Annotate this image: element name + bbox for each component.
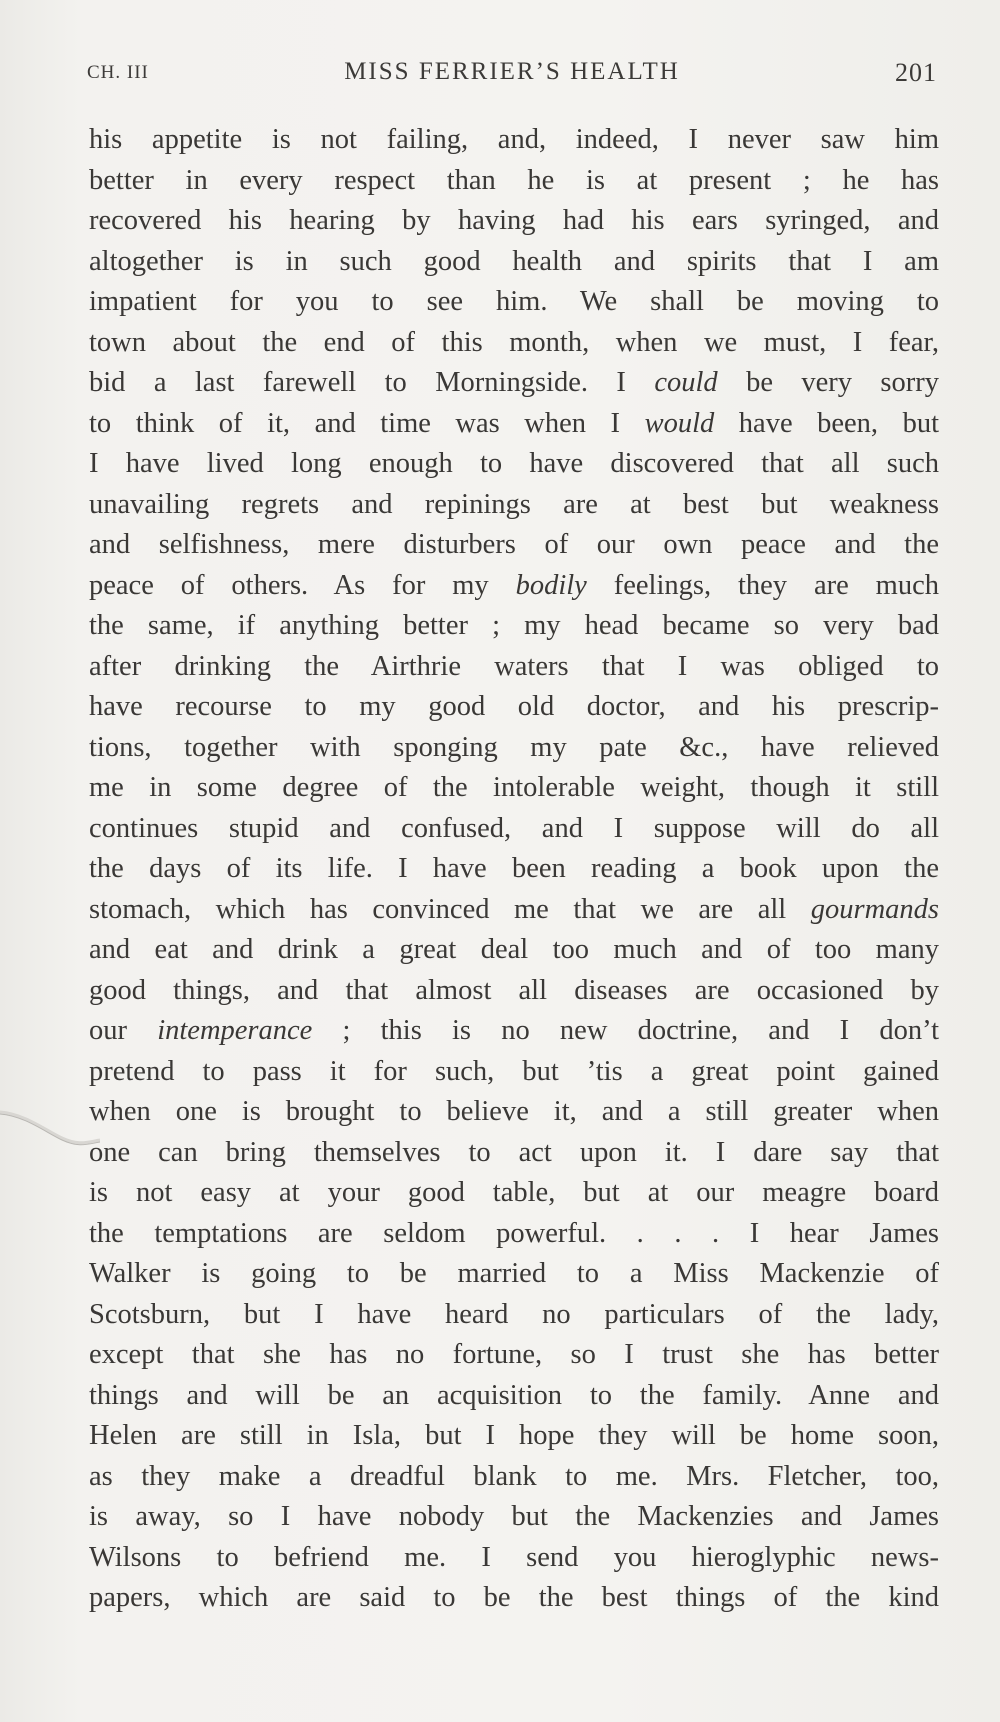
- text-run: peace of others. As for my: [89, 569, 516, 601]
- text-run: recovered his hearing by having had his ears syringed, and: [89, 205, 939, 236]
- text-run: one can bring themselves to act upon it. I dare say that: [89, 1136, 939, 1168]
- text-run: tions, together with sponging my pate &c., have relieved: [89, 731, 939, 763]
- text-line: [89, 809, 939, 850]
- text-run: the days of its life. I have been reading a book upon the: [89, 853, 939, 884]
- text-line: [89, 282, 939, 323]
- text-run: and selfishness, mere disturbers of our own peace and the: [89, 529, 939, 560]
- text-run: be very sorry: [717, 367, 939, 398]
- text-line: [89, 404, 939, 445]
- text-line: [89, 1133, 939, 1174]
- text-run: is away, so I have nobody but the Mackenzies and James: [89, 1501, 939, 1532]
- text-line: [89, 363, 939, 404]
- italic-text: bodily: [515, 569, 587, 601]
- text-run: better in every respect than he is at present ; he has: [89, 164, 939, 196]
- text-line: [89, 728, 939, 769]
- text-line: [89, 323, 939, 364]
- text-run: Helen are still in Isla, but I hope they will be home soon,: [89, 1420, 939, 1451]
- text-line: [89, 566, 939, 607]
- text-run: me in some degree of the intolerable weight, though it still: [89, 772, 939, 803]
- text-line: [89, 1578, 939, 1619]
- running-title: MISS FERRIER’S HEALTH: [344, 58, 680, 85]
- text-line: [89, 525, 939, 566]
- text-line: [89, 1092, 939, 1133]
- text-line: [89, 201, 939, 242]
- text-line: [89, 161, 939, 202]
- text-run: except that she has no fortune, so I trust she has better: [89, 1339, 939, 1370]
- italic-text: gourmands: [810, 893, 939, 925]
- text-line: [89, 1052, 939, 1093]
- page-number: 201: [895, 58, 937, 87]
- text-run: ; this is no new doctrine, and I don’t: [312, 1015, 939, 1046]
- text-line: [89, 1335, 939, 1376]
- text-line: [89, 1497, 939, 1538]
- italic-text: intemperance: [157, 1015, 313, 1046]
- text-run: town about the end of this month, when we must, I fear,: [89, 326, 939, 358]
- text-run: Scotsburn, but I have heard no particulars of the lady,: [89, 1298, 939, 1330]
- text-line: [89, 1295, 939, 1336]
- text-run: feelings, they are much: [586, 569, 939, 601]
- text-run: unavailing regrets and repinings are at best but weakness: [89, 488, 939, 520]
- text-line: [89, 1254, 939, 1295]
- text-run: when one is brought to believe it, and a still greater when: [89, 1096, 939, 1127]
- text-line: [89, 120, 939, 161]
- text-run: Walker is going to be married to a Miss Mackenzie of: [89, 1258, 939, 1289]
- text-run: the same, if anything better ; my head became so very bad: [89, 610, 939, 641]
- text-line: [89, 1457, 939, 1498]
- text-run: have been, but: [714, 407, 939, 439]
- text-run: impatient for you to see him. We shall be moving to: [89, 286, 939, 317]
- text-run: good things, and that almost all diseases are occasioned by: [89, 974, 939, 1006]
- text-run: continues stupid and confused, and I suppose will do all: [89, 812, 939, 844]
- text-run: the temptations are seldom powerful. . . . I hear James: [89, 1217, 939, 1249]
- text-line: [89, 1011, 939, 1052]
- text-run: to think of it, and time was when I: [89, 407, 645, 439]
- text-run: papers, which are said to be the best things of the kind: [89, 1582, 939, 1613]
- text-line: [89, 1173, 939, 1214]
- body-text: [89, 120, 939, 1619]
- chapter-label: CH. III: [87, 62, 149, 83]
- text-line: [89, 768, 939, 809]
- text-run: is not easy at your good table, but at our meagre board: [89, 1177, 939, 1208]
- text-run: as they make a dreadful blank to me. Mrs. Fletcher, too,: [89, 1460, 939, 1492]
- running-head: [87, 58, 937, 94]
- text-line: [89, 444, 939, 485]
- text-run: his appetite is not failing, and, indeed, I never saw him: [89, 124, 939, 155]
- text-line: [89, 1416, 939, 1457]
- text-line: [89, 971, 939, 1012]
- text-line: [89, 242, 939, 283]
- text-line: [89, 606, 939, 647]
- text-line: [89, 849, 939, 890]
- text-line: [89, 1214, 939, 1255]
- bookmark-thread-icon: [0, 1100, 100, 1160]
- text-line: [89, 485, 939, 526]
- text-run: stomach, which has convinced me that we are all: [89, 893, 811, 925]
- text-line: [89, 647, 939, 688]
- text-run: pretend to pass it for such, but ’tis a great point gained: [89, 1055, 939, 1087]
- text-line: [89, 890, 939, 931]
- text-run: bid a last farewell to Morningside. I: [89, 367, 655, 398]
- text-run: our: [89, 1015, 158, 1046]
- text-run: and eat and drink a great deal too much and of too many: [89, 934, 939, 965]
- text-run: after drinking the Airthrie waters that I was obliged to: [89, 650, 939, 682]
- text-run: I have lived long enough to have discovered that all such: [89, 448, 939, 479]
- text-line: [89, 687, 939, 728]
- text-run: have recourse to my good old doctor, and his prescrip-: [89, 691, 939, 722]
- italic-text: would: [644, 407, 715, 439]
- text-line: [89, 930, 939, 971]
- text-run: Wilsons to befriend me. I send you hieroglyphic news-: [89, 1541, 939, 1573]
- text-line: [89, 1538, 939, 1579]
- text-line: [89, 1376, 939, 1417]
- italic-text: could: [654, 367, 718, 398]
- text-run: altogether is in such good health and spirits that I am: [89, 245, 939, 277]
- text-run: things and will be an acquisition to the family. Anne and: [89, 1379, 939, 1411]
